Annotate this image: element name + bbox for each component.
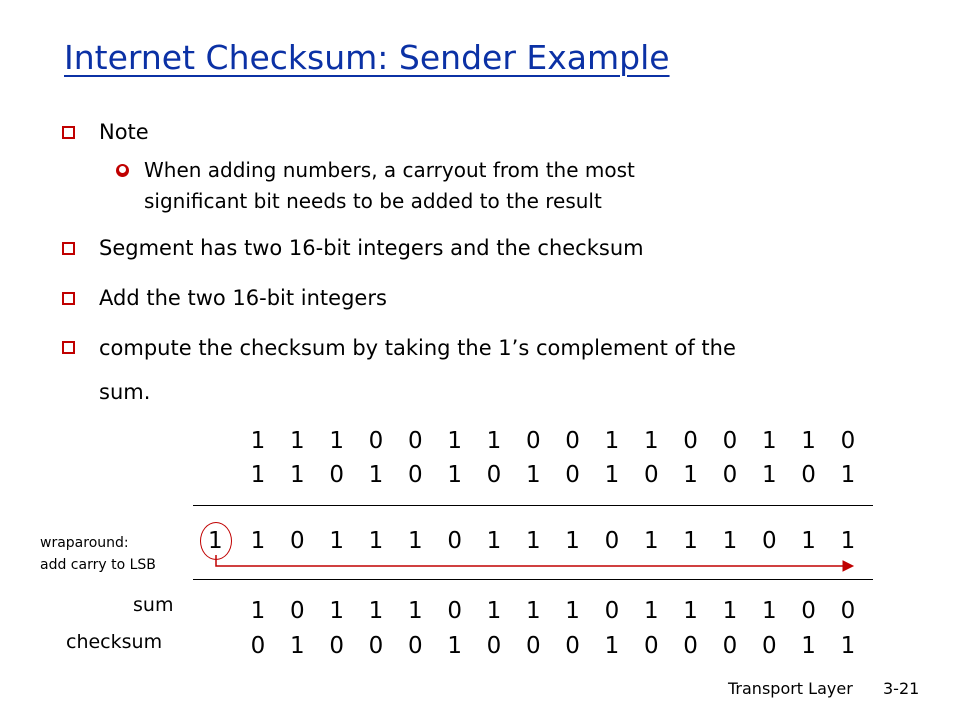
bit-digit: 1 (250, 428, 266, 454)
bit-row-checksum (250, 632, 856, 660)
bit-digit: 0 (525, 633, 541, 659)
bit-digit: 0 (604, 528, 620, 554)
checkbox-bullet-icon (62, 126, 75, 139)
bit-digit: 1 (801, 633, 816, 659)
bit-digit: 1 (368, 462, 384, 488)
bit-digit: 1 (643, 528, 659, 554)
footer-page-number: 3-21 (883, 679, 920, 698)
bit-digit: 0 (643, 633, 659, 659)
bit-digit: 1 (486, 528, 502, 554)
bullet-note (62, 114, 149, 151)
bit-digit: 0 (486, 633, 502, 659)
bit-digit: 1 (565, 598, 580, 624)
bit-digit: 0 (683, 428, 698, 454)
bit-row-raw-sum (250, 527, 856, 555)
bit-digit: 1 (643, 598, 659, 624)
bit-digit: 1 (565, 528, 580, 554)
bit-digit: 1 (368, 528, 384, 554)
carry-bit: 1 (208, 528, 223, 554)
checkbox-bullet-icon (62, 242, 75, 255)
bit-row-b (250, 461, 856, 489)
bit-digit: 0 (329, 462, 344, 488)
bit-digit: 0 (407, 428, 423, 454)
sub-bullet-line-1: When adding numbers, a carryout from the most (144, 158, 635, 182)
sub-bullet-line-2: significant bit needs to be added to the result (144, 189, 602, 213)
bit-digit: 0 (525, 428, 541, 454)
bit-digit: 1 (329, 598, 344, 624)
bit-digit: 1 (329, 528, 344, 554)
bit-digit: 1 (683, 528, 698, 554)
bullet-compute (62, 326, 736, 414)
wraparound-arrow (212, 555, 858, 573)
bit-digit: 0 (368, 633, 384, 659)
bit-digit: 0 (801, 462, 816, 488)
bit-digit: 1 (643, 428, 659, 454)
bullet-segment-text: Segment has two 16-bit integers and the checksum (99, 236, 644, 260)
bit-digit: 0 (290, 598, 305, 624)
bit-digit: 1 (447, 462, 462, 488)
bit-digit: 1 (761, 428, 777, 454)
bit-digit: 1 (447, 428, 462, 454)
bit-digit: 1 (407, 598, 423, 624)
bit-digit: 1 (840, 633, 856, 659)
sum-label: sum (133, 594, 174, 616)
bit-digit: 1 (683, 462, 698, 488)
bullet-note-text: Note (99, 120, 149, 144)
bit-digit: 0 (761, 633, 777, 659)
sum-rule (193, 579, 873, 580)
checksum-label: checksum (66, 631, 163, 653)
bullet-add-text: Add the two 16-bit integers (99, 286, 387, 310)
bit-digit: 0 (407, 462, 423, 488)
bit-digit: 0 (565, 633, 580, 659)
bit-digit: 0 (407, 633, 423, 659)
bit-digit: 0 (840, 428, 856, 454)
bit-digit: 1 (250, 598, 266, 624)
bit-digit: 1 (801, 428, 816, 454)
bit-digit: 0 (604, 598, 620, 624)
bit-digit: 1 (447, 633, 462, 659)
wraparound-sublabel: add carry to LSB (40, 557, 156, 573)
bit-digit: 1 (290, 462, 305, 488)
bullet-segment (62, 230, 644, 267)
bit-digit: 1 (290, 428, 305, 454)
bit-digit: 0 (486, 462, 502, 488)
bit-digit: 1 (525, 462, 541, 488)
ring-bullet-icon (116, 164, 129, 177)
checkbox-bullet-icon (62, 292, 75, 305)
bit-digit: 1 (840, 528, 856, 554)
bit-digit: 1 (604, 428, 620, 454)
bit-digit: 0 (761, 528, 777, 554)
bit-digit: 0 (447, 528, 462, 554)
bit-digit: 1 (761, 598, 777, 624)
bit-digit: 0 (643, 462, 659, 488)
bit-digit: 1 (486, 428, 502, 454)
bit-digit: 1 (683, 598, 698, 624)
bit-digit: 0 (722, 462, 738, 488)
sub-bullet-carry (116, 155, 635, 217)
bit-digit: 1 (290, 633, 305, 659)
bit-digit: 1 (761, 462, 777, 488)
bit-digit: 0 (290, 528, 305, 554)
bit-digit: 0 (368, 428, 384, 454)
wraparound-label: wraparound: (40, 535, 129, 551)
bit-digit: 1 (801, 528, 816, 554)
bit-digit: 0 (565, 462, 580, 488)
bit-digit: 1 (368, 598, 384, 624)
bit-digit: 0 (722, 633, 738, 659)
slide-title: Internet Checksum: Sender Example (64, 38, 670, 77)
addition-rule (193, 505, 873, 506)
bit-digit: 1 (525, 598, 541, 624)
bit-digit: 1 (525, 528, 541, 554)
bit-digit: 0 (329, 633, 344, 659)
bit-digit: 1 (486, 598, 502, 624)
footer-chapter: Transport Layer (728, 679, 853, 698)
bit-digit: 1 (604, 633, 620, 659)
bit-digit: 1 (840, 462, 856, 488)
bit-digit: 1 (407, 528, 423, 554)
bit-digit: 0 (840, 598, 856, 624)
bit-digit: 1 (604, 462, 620, 488)
bit-digit: 0 (801, 598, 816, 624)
bit-digit: 0 (722, 428, 738, 454)
bit-digit: 1 (722, 598, 738, 624)
bullet-add (62, 280, 387, 317)
bit-digit: 1 (250, 528, 266, 554)
bit-digit: 0 (447, 598, 462, 624)
bullet-compute-line-1: compute the checksum by taking the 1’s complement of the (99, 336, 736, 360)
checkbox-bullet-icon (62, 341, 75, 354)
bit-digit: 0 (565, 428, 580, 454)
bit-digit: 1 (329, 428, 344, 454)
bit-digit: 1 (722, 528, 738, 554)
bit-row-sum (250, 597, 856, 625)
bit-digit: 0 (250, 633, 266, 659)
bit-digit: 0 (683, 633, 698, 659)
bullet-compute-line-2: sum. (99, 380, 151, 404)
bit-row-a (250, 427, 856, 455)
bit-digit: 1 (250, 462, 266, 488)
